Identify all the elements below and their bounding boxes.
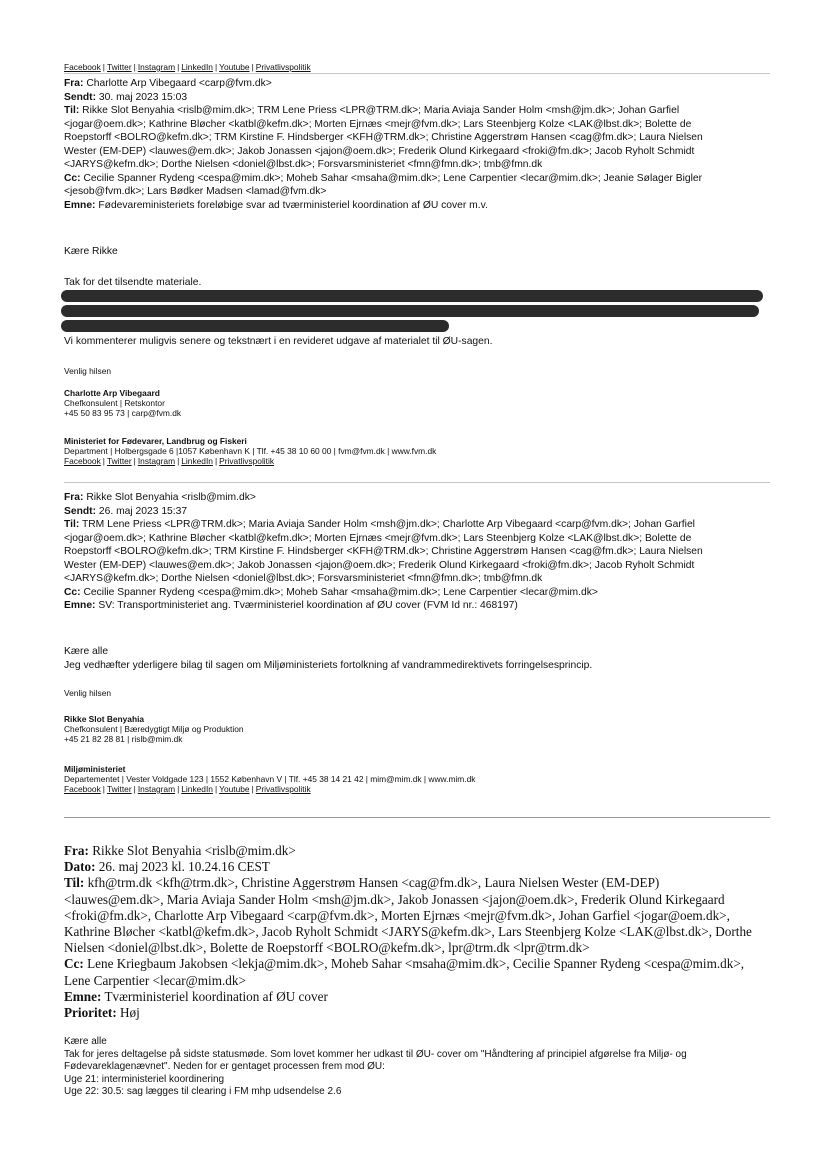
cc-label: Cc:	[64, 586, 81, 598]
linkedin-link[interactable]: LinkedIn	[181, 784, 213, 794]
privacy-link[interactable]: Privatlivspolitik	[255, 784, 311, 794]
email1-signature	[64, 388, 764, 418]
to-line: Rikke Slot Benyahia <rislb@mim.dk>; TRM Lene Priess <LPR@TRM.dk>; Maria Aviaja Sander Holm <msh@jm.dk>; Johan Garfiel	[82, 105, 680, 116]
to-line: <JARYS@kefm.dk>; Dorthe Nielsen <doniel@lbst.dk>; Forsvarsministeriet <fmn@fmn.dk>; tmb@fmn.dk	[64, 573, 543, 584]
email2-greeting: Kære alle	[64, 646, 109, 657]
to-label: Til:	[64, 105, 80, 116]
separator: |	[214, 784, 218, 794]
from-label: Fra:	[64, 492, 84, 503]
body-line: Uge 22: 30.5: sag lægges til clearing i FM mhp udsendelse 2.6	[64, 1086, 342, 1098]
email1-org	[64, 436, 764, 466]
to-label: Til:	[64, 519, 80, 530]
to-line: Nielsen <doniel@lbst.dk>, Bolette de Roepstorff <BOLRO@kefm.dk>, lpr@trm.dk <lpr@trm.dk>	[64, 940, 590, 956]
privacy-link[interactable]: Privatlivspolitik	[255, 62, 311, 72]
separator: |	[177, 784, 180, 794]
to-line: <froki@fm.dk>, Charlotte Arp Vibegaard <carp@fvm.dk>, Morten Ejrnæs <mejr@fvm.dk>, Johan Garfiel <jogar@oem.dk>,	[64, 907, 730, 923]
to-line: Kathrine Bløcher <katbl@kefm.dk>, Jacob Ryholt Schmidt <JARYS@kefm.dk>, Lars Steenbjerg Kolze <LAK@lbst.dk>, Dorthe	[64, 924, 752, 940]
to-line: <lauwes@em.dk>, Maria Aviaja Sander Holm <msh@jm.dk>, Jakob Jonassen <jajon@oem.dk>, Frederik Olund Kirkegaard	[64, 891, 725, 907]
subject-label: Emne:	[64, 600, 96, 611]
to-line: kfh@trm.dk <kfh@trm.dk>, Christine Aggerstrøm Hansen <cag@fm.dk>, Laura Nielsen Wester (EM-DEP)	[87, 875, 660, 891]
redaction-bar	[61, 290, 763, 302]
email2-signature	[64, 714, 764, 744]
email3-body	[64, 1036, 780, 1099]
divider	[64, 73, 770, 74]
priority-value: Høj	[120, 1005, 140, 1021]
date-value: 26. maj 2023 kl. 10.24.16 CEST	[98, 859, 270, 875]
cc-label: Cc:	[64, 956, 84, 972]
separator: |	[102, 456, 105, 466]
instagram-link[interactable]: Instagram	[137, 784, 176, 794]
greeting: Kære alle	[64, 1036, 107, 1047]
signature-name: Rikke Slot Benyahia	[64, 714, 145, 724]
to-line: Roepstorff <BOLRO@kefm.dk>; TRM Kirstine F. Hindsberger <KFH@TRM.dk>; Christine Aggerstrøm Hansen <cag@fm.dk>; Laura Nielsen	[64, 132, 703, 143]
signature-phone: +45 50 83 95 73 | carp@fvm.dk	[64, 408, 182, 418]
email1-header	[64, 77, 764, 212]
separator: |	[102, 784, 105, 794]
body-line: Tak for jeres deltagelse på sidste statusmøde. Som lovet kommer her udkast til ØU- cover om "Håndtering af principiel afgørelse fra Miljø- og	[64, 1048, 687, 1060]
privacy-link[interactable]: Privatlivspolitik	[219, 456, 275, 466]
redaction-bar	[61, 320, 449, 332]
to-line: Wester (EM-DEP) <lauwes@em.dk>; Jakob Jonassen <jajon@oem.dk>; Frederik Olund Kirkegaard <froki@fm.dk>; Jacob Ryholt Schmidt	[64, 145, 695, 157]
divider	[64, 482, 770, 483]
separator: |	[214, 62, 218, 72]
twitter-link[interactable]: Twitter	[106, 784, 132, 794]
cc-line: Cecilie Spanner Rydeng <cespa@mim.dk>; Moheb Sahar <msaha@mim.dk>; Lene Carpentier <lecar@mim.dk>	[83, 586, 598, 598]
cc-line: Cecilie Spanner Rydeng <cespa@mim.dk>; Moheb Sahar <msaha@mim.dk>; Lene Carpentier <lecar@mim.dk>; Jeanie Sølager Bigler	[83, 172, 703, 184]
signature-name: Charlotte Arp Vibegaard	[64, 388, 160, 398]
separator: |	[251, 62, 254, 72]
to-line: <jogar@oem.dk>; Kathrine Bløcher <katbl@kefm.dk>; Morten Ejrnæs <mejr@fvm.dk>; Lars Steenbjerg Kolze <LAK@lbst.dk>; Bolette de	[64, 532, 692, 544]
linkedin-link[interactable]: LinkedIn	[181, 456, 213, 466]
email1-regards: Venlig hilsen	[64, 366, 112, 376]
youtube-link[interactable]: Youtube	[219, 62, 250, 72]
facebook-link[interactable]: Facebook	[64, 62, 101, 72]
email2-header	[64, 491, 764, 613]
redaction-bar	[61, 305, 759, 317]
subject-value: Tværministeriel koordination af ØU cover	[104, 988, 328, 1004]
youtube-link[interactable]: Youtube	[219, 784, 250, 794]
email3-header	[64, 843, 764, 1021]
to-line: TRM Lene Priess <LPR@TRM.dk>; Maria Aviaja Sander Holm <msh@jm.dk>; Charlotte Arp Vibegaard <carp@fvm.dk>; Johan Garfiel	[81, 519, 695, 530]
signature-phone: +45 21 82 28 81 | rislb@mim.dk	[64, 734, 183, 744]
from-value: Charlotte Arp Vibegaard <carp@fvm.dk>	[86, 78, 272, 89]
sent-label: Sendt:	[64, 91, 97, 103]
twitter-link[interactable]: Twitter	[106, 62, 132, 72]
signature-title: Chefkonsulent | Bæredygtigt Miljø og Produktion	[64, 724, 244, 734]
social-links-top	[64, 62, 764, 72]
subject-value: Fødevareministeriets foreløbige svar ad tværministeriel koordination af ØU cover m.v.	[98, 199, 488, 211]
instagram-link[interactable]: Instagram	[137, 62, 176, 72]
facebook-link[interactable]: Facebook	[64, 456, 101, 466]
email2-regards: Venlig hilsen	[64, 688, 112, 698]
org-name: Miljøministeriet	[64, 764, 126, 774]
email1-body-intro: Tak for det tilsendte materiale.	[64, 277, 202, 288]
subject-label: Emne:	[64, 988, 102, 1004]
email1-body-comment: Vi kommenterer muligvis senere og tekstnært i en revideret udgave af materialet til ØU-sagen.	[64, 336, 493, 347]
separator: |	[177, 456, 180, 466]
separator: |	[133, 784, 136, 794]
divider	[64, 817, 770, 818]
separator: |	[251, 784, 254, 794]
cc-line: <jesob@fvm.dk>; Lars Bødker Madsen <lamad@fvm.dk>	[64, 186, 327, 197]
org-address: Department | Holbergsgade 6 |1057 København K | Tlf. +45 38 10 60 00 | fvm@fvm.dk | www.fvm.dk	[64, 446, 437, 456]
subject-value: SV: Transportministeriet ang. Tværministeriel koordination af ØU cover (FVM Id nr.: 468197)	[98, 600, 518, 611]
separator: |	[177, 62, 180, 72]
email1-greeting: Kære Rikke	[64, 246, 118, 257]
to-line: <jogar@oem.dk>; Kathrine Bløcher <katbl@kefm.dk>; Morten Ejrnæs <mejr@fvm.dk>; Lars Steenbjerg Kolze <LAK@lbst.dk>; Bolette de	[64, 118, 692, 130]
twitter-link[interactable]: Twitter	[106, 456, 132, 466]
from-value: Rikke Slot Benyahia <rislb@mim.dk>	[86, 492, 256, 503]
to-line: Wester (EM-DEP) <lauwes@em.dk>; Jakob Jonassen <jajon@oem.dk>; Frederik Olund Kirkegaard <froki@fm.dk>; Jacob Ryholt Schmidt	[64, 559, 695, 571]
org-name: Ministeriet for Fødevarer, Landbrug og Fiskeri	[64, 436, 247, 446]
from-label: Fra:	[64, 78, 84, 89]
instagram-link[interactable]: Instagram	[137, 456, 176, 466]
cc-line: Lene Kriegbaum Jakobsen <lekja@mim.dk>, Moheb Sahar <msaha@mim.dk>, Cecilie Spanner Rydeng <cespa@mim.dk>,	[87, 956, 745, 972]
separator: |	[214, 456, 218, 466]
priority-label: Prioritet:	[64, 1005, 117, 1021]
org-address: Departementet | Vester Voldgade 123 | 1552 København V | Tlf. +45 38 14 21 42 | mim@mim.dk | www.mim.dk	[64, 774, 476, 784]
to-label: Til:	[64, 875, 85, 891]
cc-line: Lene Carpentier <lecar@mim.dk>	[64, 972, 246, 988]
date-label: Dato:	[64, 859, 96, 875]
to-line: <JARYS@kefm.dk>; Dorthe Nielsen <doniel@lbst.dk>; Forsvarsministeriet <fmn@fmn.dk>; tmb@fmn.dk	[64, 159, 543, 170]
sent-value: 30. maj 2023 15:03	[98, 91, 188, 103]
sent-value: 26. maj 2023 15:37	[98, 505, 188, 517]
sent-label: Sendt:	[64, 505, 97, 517]
from-label: Fra:	[64, 843, 89, 858]
body-line: Uge 21: interministeriel koordinering	[64, 1073, 225, 1085]
linkedin-link[interactable]: LinkedIn	[181, 62, 213, 72]
cc-label: Cc:	[64, 172, 81, 184]
separator: |	[102, 62, 105, 72]
separator: |	[133, 456, 136, 466]
separator: |	[133, 62, 136, 72]
from-value: Rikke Slot Benyahia <rislb@mim.dk>	[92, 843, 296, 858]
email2-body: Jeg vedhæfter yderligere bilag til sagen om Miljøministeriets fortolkning af vandrammedirektivets forringelsesprincip.	[64, 660, 593, 671]
email2-org	[64, 764, 764, 794]
to-line: Roepstorff <BOLRO@kefm.dk>; TRM Kirstine F. Hindsberger <KFH@TRM.dk>; Christine Aggerstrøm Hansen <cag@fm.dk>; Laura Nielsen	[64, 546, 703, 557]
signature-title: Chefkonsulent | Retskontor	[64, 398, 165, 408]
subject-label: Emne:	[64, 199, 96, 211]
body-line: Fødevareklagenævnet". Neden for er gentaget processen frem mod ØU:	[64, 1061, 385, 1073]
facebook-link[interactable]: Facebook	[64, 784, 101, 794]
